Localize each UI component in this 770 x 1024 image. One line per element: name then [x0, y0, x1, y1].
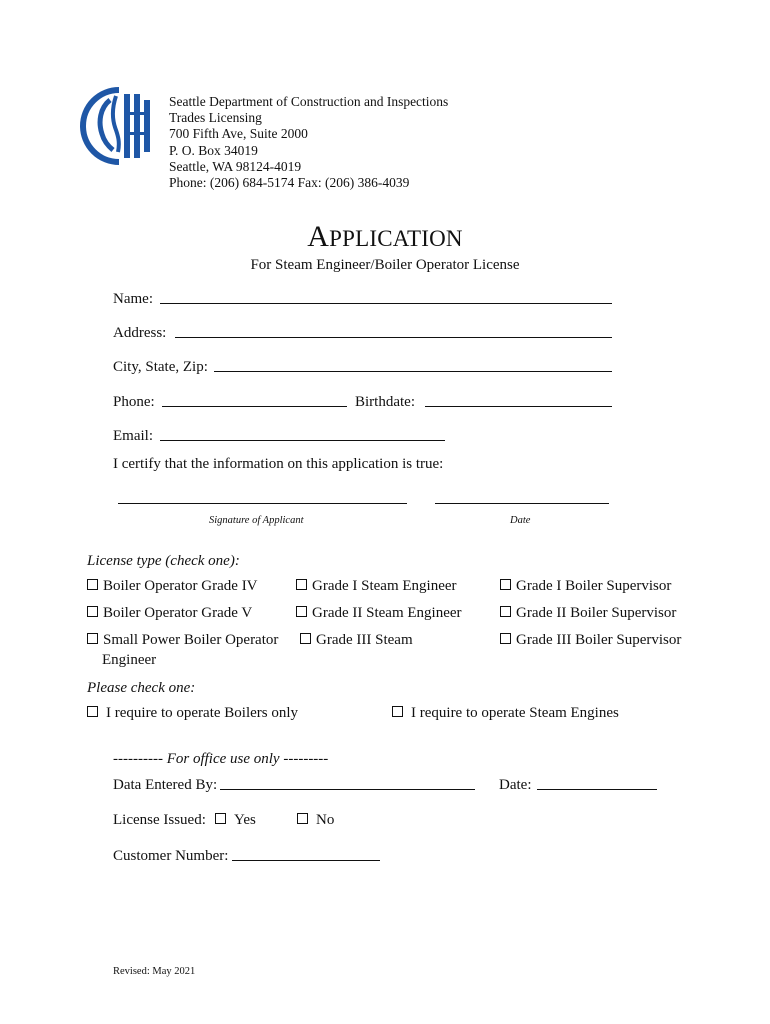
data-entered-field[interactable]	[220, 789, 475, 790]
please-check-heading: Please check one:	[87, 680, 196, 696]
signature-field[interactable]	[118, 503, 407, 504]
checkbox[interactable]	[87, 633, 98, 644]
customer-number-label: Customer Number:	[113, 848, 229, 864]
name-label: Name:	[113, 291, 153, 307]
customer-number-field[interactable]	[232, 860, 380, 861]
phone-label: Phone:	[113, 394, 155, 410]
option-label: Boiler Operator Grade IV	[103, 578, 258, 594]
option-steam-engines[interactable]	[392, 704, 619, 722]
header-address	[169, 94, 448, 191]
title-rest: PPLICATION	[329, 226, 463, 251]
option-grade-ii-boiler-supervisor[interactable]	[500, 604, 676, 622]
option-boilers-only[interactable]	[87, 704, 298, 722]
title-initial: A	[307, 220, 330, 253]
address-field[interactable]	[175, 337, 612, 338]
office-use-text: ---------- For office use only ---------	[113, 751, 329, 767]
option-label: Grade I Steam Engineer	[312, 578, 457, 594]
checkbox[interactable]	[87, 706, 98, 717]
option-label: Grade II Boiler Supervisor	[516, 605, 677, 621]
certify-text: I certify that the information on this application is true:	[113, 456, 444, 472]
seattle-seal-icon	[80, 86, 158, 166]
license-issued-yes[interactable]	[215, 811, 256, 829]
checkbox[interactable]	[500, 606, 511, 617]
checkbox[interactable]	[300, 633, 311, 644]
phone-field[interactable]	[162, 406, 347, 407]
option-boiler-operator-grade-iv[interactable]	[87, 577, 258, 595]
option-grade-i-steam-engineer[interactable]	[296, 577, 457, 595]
checkbox[interactable]	[500, 633, 511, 644]
checkbox[interactable]	[500, 579, 511, 590]
option-label: Grade II Steam Engineer	[312, 605, 462, 621]
header-line: Trades Licensing	[169, 110, 262, 126]
date-caption: Date	[510, 515, 531, 526]
option-grade-iii-steam[interactable]	[300, 631, 413, 649]
option-label: I require to operate Boilers only	[106, 705, 299, 721]
option-label: Small Power Boiler Operator	[103, 632, 279, 648]
seattle-logo	[80, 86, 158, 166]
email-field[interactable]	[160, 440, 445, 441]
option-label: Grade I Boiler Supervisor	[516, 578, 672, 594]
header-line: Seattle, WA 98124-4019	[169, 158, 302, 174]
checkbox[interactable]	[296, 579, 307, 590]
checkbox[interactable]	[215, 813, 226, 824]
signature-caption: Signature of Applicant	[209, 515, 304, 526]
option-grade-iii-boiler-supervisor[interactable]	[500, 631, 681, 649]
office-date-field[interactable]	[537, 789, 657, 790]
date-field[interactable]	[435, 503, 609, 504]
name-field[interactable]	[160, 303, 612, 304]
revised-date: Revised: May 2021	[113, 966, 196, 977]
email-label: Email:	[113, 428, 153, 444]
option-label: Grade III Steam	[316, 632, 413, 648]
checkbox[interactable]	[87, 606, 98, 617]
birthdate-field[interactable]	[425, 406, 612, 407]
page-subtitle: For Steam Engineer/Boiler Operator License	[250, 257, 520, 273]
option-label: Boiler Operator Grade V	[103, 605, 253, 621]
option-small-power-boiler-operator[interactable]	[87, 631, 278, 649]
city-state-zip-label: City, State, Zip:	[113, 359, 208, 375]
option-label: No	[316, 812, 335, 828]
license-type-heading: License type (check one):	[87, 553, 240, 569]
option-grade-ii-steam-engineer[interactable]	[296, 604, 462, 622]
license-issued-no[interactable]	[297, 811, 334, 829]
checkbox[interactable]	[87, 579, 98, 590]
header-line: P. O. Box 34019	[169, 142, 258, 158]
office-date-label: Date:	[499, 777, 532, 793]
option-grade-i-boiler-supervisor[interactable]	[500, 577, 671, 595]
birthdate-label: Birthdate:	[355, 394, 415, 410]
data-entered-label: Data Entered By:	[113, 777, 218, 793]
option-label: Yes	[234, 812, 256, 828]
option-label-continued: Engineer	[102, 652, 157, 668]
office-use-heading	[113, 750, 328, 768]
page-title	[0, 220, 770, 254]
license-issued-label: License Issued:	[113, 812, 206, 828]
header-line: 700 Fifth Ave, Suite 2000	[169, 126, 308, 142]
header-line: Seattle Department of Construction and Inspections	[169, 94, 449, 109]
option-label: I require to operate Steam Engines	[411, 705, 619, 721]
checkbox[interactable]	[297, 813, 308, 824]
option-boiler-operator-grade-v[interactable]	[87, 604, 252, 622]
checkbox[interactable]	[296, 606, 307, 617]
address-label: Address:	[113, 325, 167, 341]
option-label: Grade III Boiler Supervisor	[516, 632, 682, 648]
checkbox[interactable]	[392, 706, 403, 717]
city-state-zip-field[interactable]	[214, 371, 612, 372]
header-line: Phone: (206) 684-5174 Fax: (206) 386-4039	[169, 175, 410, 191]
